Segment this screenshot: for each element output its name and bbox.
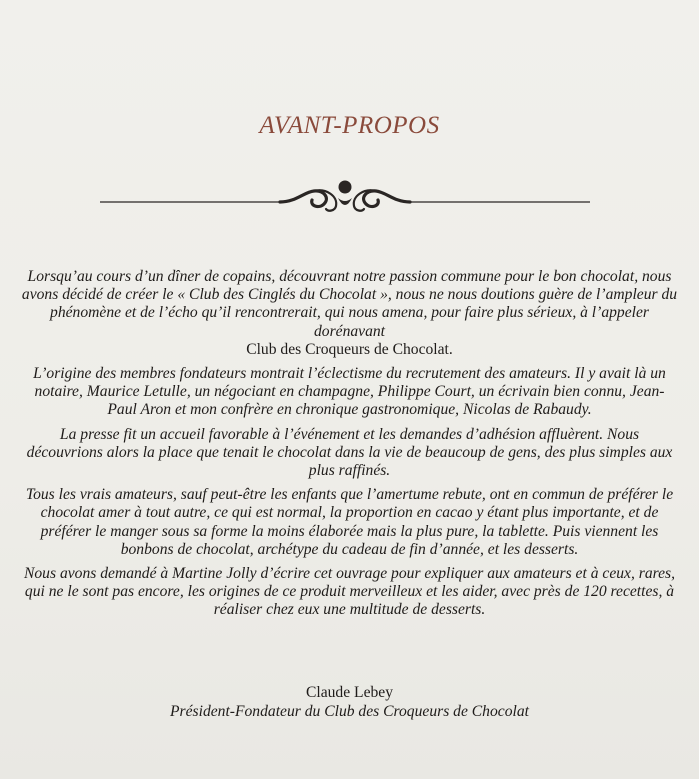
paragraph-4: Tous les vrais amateurs, sauf peut-être les enfants que l’amertume rebute, ont en commun de préférer le chocolat amer à tout autre, ce qui est normal, la proportion en cacao y étant plus importante, et de préférer le manger sous sa forme la moins élaborée mais la plus pure, la tablette. Puis viennent les bonbons de chocolat, archétype du cadeau de fin d’année, et les desserts. — [25, 486, 674, 558]
foreword-text — [20, 268, 679, 626]
paragraph-1 — [20, 268, 679, 359]
paragraph-3: La presse fit un accueil favorable à l’événement et les demandes d’adhésion affluèrent. Nous découvrions alors la place que tenait le chocolat dans la vie de beaucoup de gens, des plus simples aux plus raffinés. — [26, 425, 673, 480]
ornament-divider-icon — [100, 178, 590, 218]
page-title: AVANT-PROPOS — [259, 112, 440, 139]
paragraph-2: L’origine des membres fondateurs montrait l’éclectisme du recrutement des amateurs. Il y avait là un notaire, Maurice Letulle, un négociant en champagne, Philippe Court, un écrivain bien connu, Jean-Paul Aron et mon confrère en chronique gastronomique, Nicolas de Rabaudy. — [33, 365, 666, 419]
paragraph-5: Nous avons demandé à Martine Jolly d’écrire cet ouvrage pour expliquer aux amateurs et à ceux, rares, qui ne le sont pas encore, les origines de ce produit merveilleux et les aider, avec près de 120 recettes, à réaliser chez eux une multitude de desserts. — [23, 565, 676, 619]
signature-name: Claude Lebey — [305, 684, 394, 701]
signature-role: Président-Fondateur du Club des Croqueurs de Chocolat — [170, 703, 529, 720]
signature-block — [0, 683, 699, 721]
club-name: Club des Croqueurs de Chocolat. — [246, 340, 453, 358]
paragraph-1-text: Lorsqu’au cours d’un dîner de copains, découvrant notre passion commune pour le bon chocolat, nous avons décidé de créer le « Club des Cinglés du Chocolat », nous ne nous doutions guère de l’ampleur du phénomène et de l’écho qu’il rencontrerait, qui nous amena, pour faire plus sérieux, à l’appeler dorénavant — [21, 268, 678, 340]
